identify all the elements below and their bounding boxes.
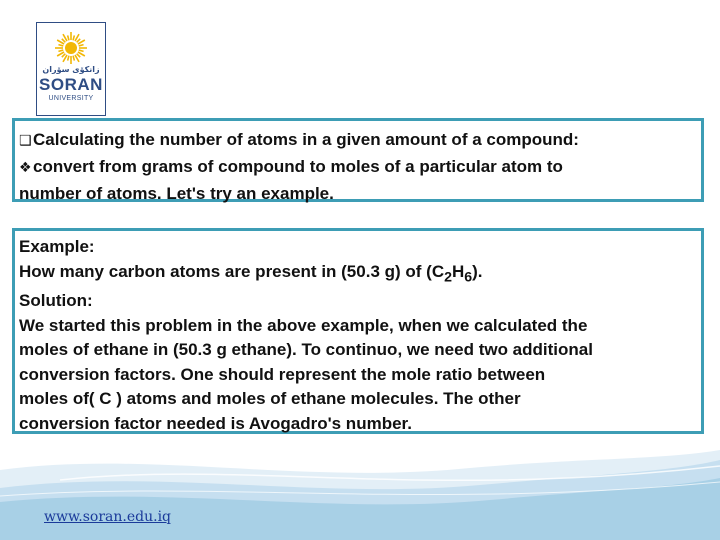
example-box [12, 228, 704, 434]
sun-ray [68, 35, 69, 40]
diamond-bullet-icon: ❖ [19, 160, 32, 176]
sun-ray [77, 39, 81, 43]
logo-arabic-text: زانكۆی سۆران [42, 65, 100, 74]
intro-line-3: number of atoms. Let's try an example. [19, 184, 334, 203]
sun-ray [68, 56, 69, 61]
example-question: How many carbon atoms are present in (50.3 g) of $(C_2H_6)$. [19, 261, 483, 285]
sun-ray [58, 45, 63, 46]
solution-heading: Solution: [19, 291, 93, 311]
university-logo [36, 22, 106, 116]
solution-line: conversion factors. One should represent the mole ratio between [19, 364, 546, 384]
logo-subtitle: UNIVERSITY [48, 95, 94, 102]
sun-ray [73, 35, 74, 40]
square-bullet-icon: ❑ [19, 133, 32, 149]
sun-ray [73, 56, 74, 61]
solution-line: We started this problem in the above example, when we calculated the [19, 315, 588, 335]
website-link[interactable]: www.soran.edu.iq [44, 509, 172, 525]
sun-ray [79, 45, 84, 46]
solution-line: moles of ethane in (50.3 g ethane). To continuo, we need two additional [19, 340, 593, 360]
sun-ray [79, 50, 84, 51]
logo-name: SORAN [39, 75, 103, 94]
solution-line: moles of( C ) atoms and moles of ethane molecules. The other [19, 389, 521, 409]
sun-ray [62, 39, 66, 43]
sun-ray [62, 54, 66, 58]
intro-box [12, 118, 704, 202]
example-heading: Example: [19, 237, 95, 256]
solution-line: conversion factor needed is Avogadro's number. [19, 413, 412, 433]
intro-line-1: ❑Calculating the number of atoms in a given amount of a compound: [19, 127, 697, 154]
sun-ray [77, 54, 81, 58]
intro-line-2: ❖convert from grams of compound to moles of a particular atom to [19, 154, 697, 181]
sun-ray [58, 50, 63, 51]
